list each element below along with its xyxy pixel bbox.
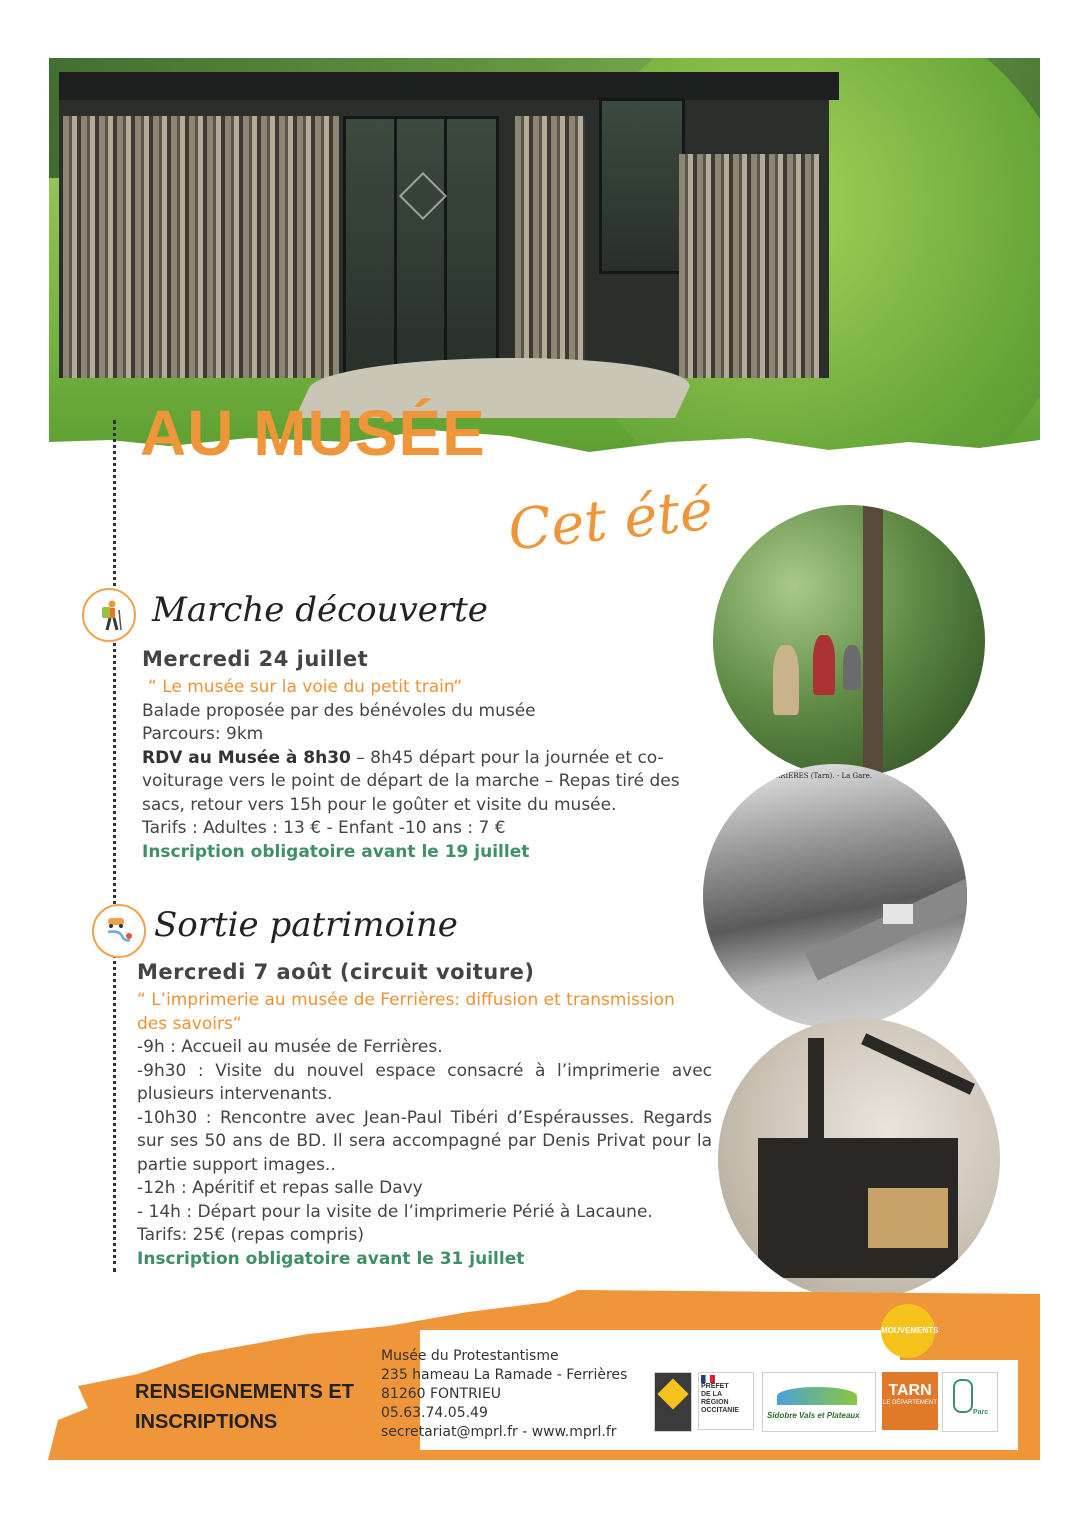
dotted-timeline [113, 420, 116, 1272]
event-quote: “ L’imprimerie au musée de Ferrières: diffusion et transmission [137, 990, 675, 1010]
photo-printing-press [718, 1018, 1000, 1300]
rdv-text: voiturage vers le point de départ de la marche – Repas tiré des [142, 771, 680, 791]
rdv-text: sacs, retour vers 15h pour le goûter et visite du musée. [142, 794, 617, 815]
footer-heading: RENSEIGNEMENTS ET INSCRIPTIONS [135, 1381, 354, 1433]
phone: 05.63.74.05.49 [381, 1405, 488, 1421]
program-item: -10h30 : Rencontre avec Jean-Paul Tibéri d’Espérausses. Regards sur ses 50 ans de BD. Il sera accompagné par Denis Privat pour la partie support images.. [137, 1107, 712, 1175]
program-item: -12h : Apéritif et repas salle Davy [137, 1178, 423, 1198]
museum-name: Musée du Protestantisme [381, 1348, 559, 1364]
parc-haut-languedoc-logo: Parc [942, 1372, 998, 1432]
event-date: Mercredi 7 août (circuit voiture) [137, 960, 535, 984]
hiker-icon [82, 588, 136, 642]
event-date: Mercredi 24 juillet [142, 647, 369, 671]
rdv-label: RDV au Musée à 8h30 [142, 747, 351, 768]
program-item: -9h30 : Visite du nouvel espace consacré à l’imprimerie avec plusieurs intervenants. [137, 1060, 712, 1104]
section-marche-body [142, 642, 680, 864]
footer [48, 1290, 1040, 1460]
museum-building [59, 78, 829, 378]
address-line: 81260 FONTRIEU [381, 1386, 502, 1402]
event-quote: des savoirs“ [137, 1013, 242, 1034]
event-line: Balade proposée par des bénévoles du musée [142, 700, 536, 721]
address-line: 235 hameau La Ramade - Ferrières [381, 1367, 628, 1383]
contact-info [381, 1347, 627, 1442]
rdv-text: – 8h45 départ pour la journée et co- [350, 747, 664, 768]
section-heading-sortie: Sortie patrimoine [154, 905, 458, 945]
tarn-logo: TARN LE DÉPARTEMENT [882, 1372, 938, 1430]
mouvements-badge: MOUVEMENTS [881, 1304, 935, 1358]
tarifs: Tarifs: 25€ (repas compris) [137, 1225, 365, 1245]
prefet-occitanie-logo: PRÉFET DE LA RÉGION OCCITANIE [698, 1372, 754, 1430]
program-item: - 14h : Départ pour la visite de l’imprimerie Périé à Lacaune. [137, 1201, 653, 1222]
program-item: -9h : Accueil au musée de Ferrières. [137, 1037, 443, 1057]
photo-hikers-trail [713, 505, 985, 777]
section-sortie-body [137, 955, 712, 1271]
car-route-icon [92, 904, 146, 958]
page-subtitle: Cet été [505, 477, 716, 564]
page-title: AU MUSÉE [140, 397, 486, 469]
tarifs: Tarifs : Adultes : 13 € - Enfant -10 ans : 7 € [142, 818, 506, 838]
event-line: Parcours: 9km [142, 724, 264, 744]
email-website: secretariat@mprl.fr - www.mprl.fr [381, 1424, 617, 1440]
inscription-deadline: Inscription obligatoire avant le 31 juillet [137, 1248, 525, 1269]
inscription-deadline: Inscription obligatoire avant le 19 juillet [142, 841, 530, 862]
event-quote: “ Le musée sur la voie du petit train“ [148, 677, 463, 697]
photo-ferrieres-postcard: FERRIÈRES (Tarn). - La Gare. [703, 764, 967, 1028]
sidobre-logo: Sidobre Vals et Plateaux [762, 1372, 876, 1432]
museum-logo [654, 1372, 692, 1432]
section-heading-marche: Marche découverte [152, 590, 488, 630]
